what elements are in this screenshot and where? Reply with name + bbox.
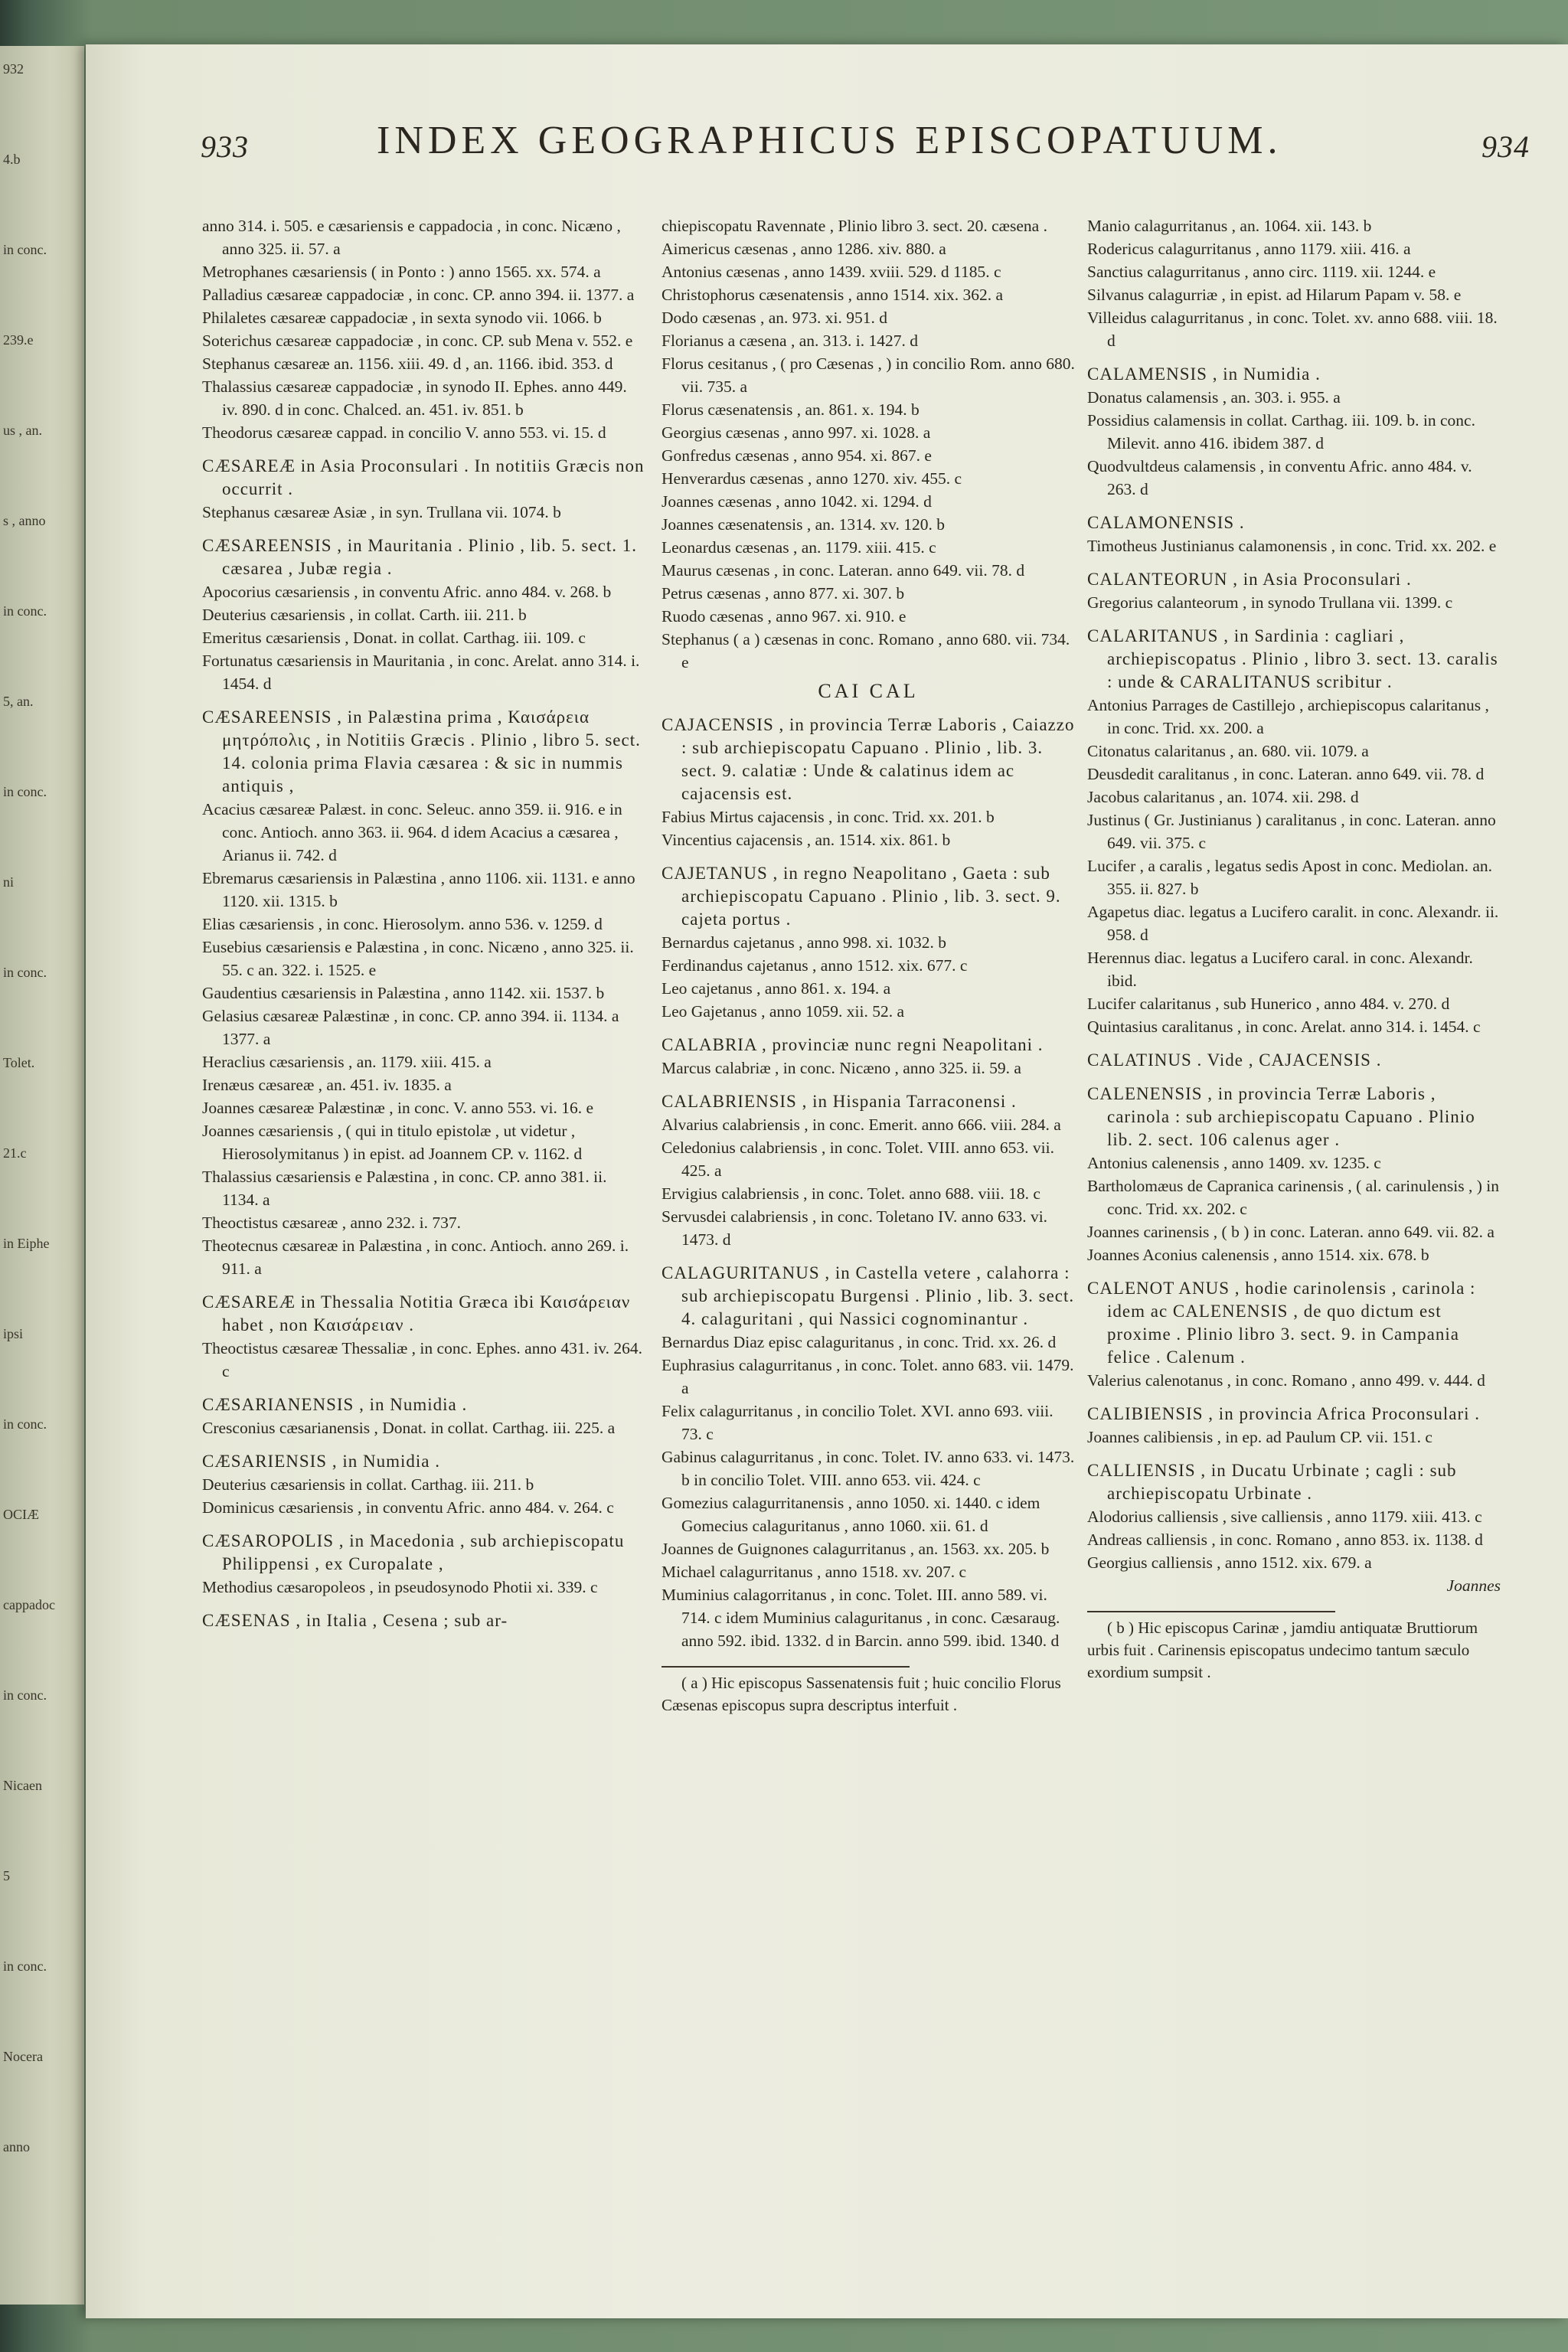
right-page-number: 934 [1481, 129, 1530, 164]
entry-line: Agapetus diac. legatus a Lucifero caralit. in conc. Alexandr. ii. 958. d [1087, 903, 1499, 944]
entry-line: Theotecnus cæsareæ in Palæstina , in conc. Antioch. anno 269. i. 911. a [202, 1236, 629, 1278]
entry-line: Valerius calenotanus , in conc. Romano , anno 499. v. 444. d [1087, 1371, 1485, 1390]
column-3 [1087, 214, 1501, 1684]
entry-line: chiepiscopatu Ravennate , Plinio libro 3. sect. 20. cæsena . [662, 217, 1047, 235]
entry-line: Acacius cæsareæ Palæst. in conc. Seleuc. anno 359. ii. 916. e in conc. Antioch. anno 363. ii. 964. d idem Acacius a cæsarea , Arianus ii. 742. d [202, 800, 622, 864]
entry-heading: CALAMENSIS , in Numidia . [1087, 364, 1321, 384]
entry-line: Timotheus Justinianus calamonensis , in conc. Trid. xx. 202. e [1087, 537, 1497, 555]
previous-page-fragment: cappadoc [3, 1597, 55, 1612]
entry-line: Joannes cæsariensis , ( qui in titulo epistolæ , ut videtur , Hierosolymitanus ) in epist. ad Joannem CP. v. 1162. d [202, 1122, 583, 1163]
page-header [86, 44, 1568, 182]
entry-line: Quodvultdeus calamensis , in conventu Afric. anno 484. v. 263. d [1087, 457, 1472, 498]
entry-line: Stephanus ( a ) cæsenas in conc. Romano , anno 680. vii. 734. e [662, 630, 1070, 671]
entry-line: Stephanus cæsareæ Asiæ , in syn. Trullana vii. 1074. b [202, 503, 561, 521]
column-1 [202, 214, 646, 1632]
entry-heading: CÆSARIENSIS , in Numidia . [202, 1452, 440, 1471]
previous-page-fragment: 932 [3, 61, 24, 77]
previous-page-fragment: in conc. [3, 1958, 47, 1974]
previous-page-fragment: 4.b [3, 152, 21, 167]
entry-line: Bernardus Diaz episc calaguritanus , in conc. Trid. xx. 26. d [662, 1333, 1057, 1351]
entry-line: Fabius Mirtus cajacensis , in conc. Trid. xx. 201. b [662, 808, 995, 826]
entry-line: Soterichus cæsareæ cappadociæ , in conc. CP. sub Mena v. 552. e [202, 332, 633, 350]
entry-line: Alodorius calliensis , sive calliensis , anno 1179. xiii. 413. c [1087, 1508, 1482, 1526]
entry-line: Gonfredus cæsenas , anno 954. xi. 867. e [662, 446, 932, 465]
entry-heading: CÆSENAS , in Italia , Cesena ; sub ar- [202, 1611, 508, 1630]
entry-line: Ruodo cæsenas , anno 967. xi. 910. e [662, 607, 906, 626]
entry-line: Bernardus cajetanus , anno 998. xi. 1032. b [662, 933, 946, 952]
entry-line: Antonius calenensis , anno 1409. xv. 1235. c [1087, 1154, 1381, 1172]
entry-line: Vincentius cajacensis , an. 1514. xix. 861. b [662, 831, 951, 849]
footnote: ( b ) Hic episcopus Carinæ , jamdiu antiquatæ Bruttiorum urbis fuit . Carinensis episcopatus undecimo tantum sæculo exordium sumpsit . [1087, 1619, 1478, 1681]
previous-page-fragment: anno [3, 2139, 30, 2154]
entry-line: anno 314. i. 505. e cæsariensis e cappadocia , in conc. Nicæno , anno 325. ii. 57. a [202, 217, 621, 258]
entry-heading: CALENENSIS , in provincia Terræ Laboris , carinola : sub archiepiscopatu Capuano . Plinio lib. 2. sect. 106 calenus ager . [1087, 1084, 1475, 1149]
previous-page-fragment: OCIÆ [3, 1507, 40, 1522]
entry-heading: CALANTEORUN , in Asia Proconsulari . [1087, 570, 1412, 589]
entry-line: Servusdei calabriensis , in conc. Toletano IV. anno 633. vi. 1473. d [662, 1207, 1048, 1249]
entry-line: Joannes cæsenas , anno 1042. xi. 1294. d [662, 492, 932, 511]
left-page-number: 933 [201, 129, 249, 164]
previous-page-fragment: s , anno [3, 513, 46, 528]
entry-heading: CALARITANUS , in Sardinia : cagliari , archiepiscopatus . Plinio , libro 3. sect. 13. caralis : unde & CARALITANUS scribitur . [1087, 626, 1498, 691]
previous-page-fragment: in conc. [3, 965, 47, 980]
entry-line: Villeidus calagurritanus , in conc. Tolet. xv. anno 688. viii. 18. d [1087, 309, 1498, 350]
entry-line: Jacobus calaritanus , an. 1074. xii. 298. d [1087, 788, 1359, 806]
entry-line: Deusdedit caralitanus , in conc. Lateran. anno 649. vii. 78. d [1087, 765, 1485, 783]
entry-line: Dodo cæsenas , an. 973. xi. 951. d [662, 309, 887, 327]
entry-line: Florianus a cæsena , an. 313. i. 1427. d [662, 332, 918, 350]
entry-line: Apocorius cæsariensis , in conventu Afric. anno 484. v. 268. b [202, 583, 612, 601]
entry-line: Henverardus cæsenas , anno 1270. xiv. 455. c [662, 469, 962, 488]
previous-page-fragment: in conc. [3, 603, 47, 619]
footnote: ( a ) Hic episcopus Sassenatensis fuit ; huic concilio Florus Cæsenas episcopus supra descriptus interfuit . [662, 1674, 1061, 1714]
entry-line: Elias cæsariensis , in conc. Hierosolym. anno 536. v. 1259. d [202, 915, 603, 933]
entry-line: Antonius Parrages de Castillejo , archiepiscopus calaritanus , in conc. Trid. xx. 200. a [1087, 696, 1489, 737]
previous-page-fragment: 5 [3, 1868, 10, 1883]
entry-line: Georgius cæsenas , anno 997. xi. 1028. a [662, 423, 931, 442]
previous-page-fragment: 21.c [3, 1145, 27, 1161]
entry-line: Joannes cæsareæ Palæstinæ , in conc. V. anno 553. vi. 16. e [202, 1099, 593, 1117]
footnote-rule [1087, 1611, 1335, 1612]
entry-line: Fortunatus cæsariensis in Mauritania , in conc. Arelat. anno 314. i. 1454. d [202, 652, 640, 693]
entry-line: Dominicus cæsariensis , in conventu Afric. anno 484. v. 264. c [202, 1498, 614, 1517]
entry-heading: CALLIENSIS , in Ducatu Urbinate ; cagli : sub archiepiscopatu Urbinate . [1087, 1461, 1457, 1503]
entry-line: Bartholomæus de Capranica carinensis , ( al. carinulensis , ) in conc. Trid. xx. 202. c [1087, 1177, 1499, 1218]
previous-page-fragment: Nicaen [3, 1778, 42, 1793]
entry-heading: CALABRIA , provinciæ nunc regni Neapolitani . [662, 1035, 1044, 1054]
entry-line: Citonatus calaritanus , an. 680. vii. 1079. a [1087, 742, 1369, 760]
entry-line: Lucifer calaritanus , sub Hunerico , anno 484. v. 270. d [1087, 995, 1450, 1013]
entry-heading: CAJETANUS , in regno Neapolitano , Gaeta : sub archiepiscopatu Capuano . Plinio , lib. 3. sect. 9. cajeta portus . [662, 864, 1061, 929]
previous-page-fragment: Tolet. [3, 1055, 35, 1070]
entry-heading: CALABRIENSIS , in Hispania Tarraconensi . [662, 1092, 1017, 1111]
entry-line: Leo cajetanus , anno 861. x. 194. a [662, 979, 891, 998]
entry-heading: CALATINUS . Vide , CAJACENSIS . [1087, 1050, 1382, 1070]
entry-line: Petrus cæsenas , anno 877. xi. 307. b [662, 584, 905, 603]
entry-line: Thalassius cæsariensis e Palæstina , in conc. CP. anno 381. ii. 1134. a [202, 1168, 607, 1209]
previous-page-fragment: in conc. [3, 1416, 47, 1432]
entry-line: Ervigius calabriensis , in conc. Tolet. anno 688. viii. 18. c [662, 1184, 1040, 1203]
entry-line: Metrophanes cæsariensis ( in Ponto : ) anno 1565. xx. 574. a [202, 263, 601, 281]
entry-line: Antonius cæsenas , anno 1439. xviii. 529. d 1185. c [662, 263, 1001, 281]
column-2 [662, 214, 1075, 1717]
previous-page-fragment: 5, an. [3, 694, 34, 709]
entry-heading: CÆSAREENSIS , in Palæstina prima , Καισάρεια μητρόπολις , in Notitiis Græcis . Plinio , libro 5. sect. 14. colonia prima Flavia cæsarea : & sic in nummis antiquis , [202, 707, 641, 795]
entry-line: Theodorus cæsareæ cappad. in concilio V. anno 553. vi. 15. d [202, 423, 606, 442]
footnote-rule [662, 1666, 910, 1668]
entry-line: Thalassius cæsareæ cappadociæ , in synodo II. Ephes. anno 449. iv. 890. d in conc. Chalced. an. 451. iv. 851. b [202, 377, 627, 419]
entry-line: Theoctistus cæsareæ , anno 232. i. 737. [202, 1214, 461, 1232]
entry-line: Joannes de Guignones calagurritanus , an. 1563. xx. 205. b [662, 1540, 1050, 1558]
entry-heading: CÆSAREENSIS , in Mauritania . Plinio , lib. 5. sect. 1. cæsarea , Jubæ regia . [202, 536, 638, 578]
entry-line: Lucifer , a caralis , legatus sedis Apost in conc. Mediolan. an. 355. ii. 827. b [1087, 857, 1492, 898]
previous-page-fragment: in Eiphe [3, 1236, 50, 1251]
entry-line: Gregorius calanteorum , in synodo Trullana vii. 1399. c [1087, 593, 1453, 612]
entry-line: Deuterius cæsariensis , in collat. Carth. iii. 211. b [202, 606, 527, 624]
previous-page-fragment: us , an. [3, 423, 42, 438]
page-title: INDEX GEOGRAPHICUS EPISCOPATUUM. [377, 119, 1282, 162]
entry-line: Donatus calamensis , an. 303. i. 955. a [1087, 388, 1341, 407]
previous-page-fragment: 239.e [3, 332, 34, 348]
entry-line: Philaletes cæsareæ cappadociæ , in sexta synodo vii. 1066. b [202, 309, 602, 327]
entry-line: Joannes calibiensis , in ep. ad Paulum CP. vii. 151. c [1087, 1428, 1432, 1446]
entry-line: Eusebius cæsariensis e Palæstina , in conc. Nicæno , anno 325. ii. 55. c an. 322. i. 1525. e [202, 938, 634, 979]
entry-heading: CÆSARIANENSIS , in Numidia . [202, 1395, 468, 1414]
entry-line: Joannes carinensis , ( b ) in conc. Lateran. anno 649. vii. 82. a [1087, 1223, 1494, 1241]
entry-line: Quintasius caralitanus , in conc. Arelat. anno 314. i. 1454. c [1087, 1018, 1481, 1036]
entry-heading: CALENOT ANUS , hodie carinolensis , carinola : idem ac CALENENSIS , de quo dictum est proxime . Plinio libro 3. sect. 9. in Campania felice . Calenum . [1087, 1279, 1476, 1367]
entry-line: Silvanus calagurriæ , in epist. ad Hilarum Papam v. 58. e [1087, 286, 1462, 304]
entry-line: Ebremarus cæsariensis in Palæstina , anno 1106. xii. 1131. e anno 1120. xii. 1315. b [202, 869, 635, 910]
entry-heading: CÆSAREÆ in Asia Proconsulari . In notitiis Græcis non occurrit . [202, 456, 645, 498]
entry-line: Gaudentius cæsariensis in Palæstina , anno 1142. xii. 1537. b [202, 984, 605, 1002]
entry-heading: CÆSAREÆ in Thessalia Notitia Græca ibi Καισάρειαν habet , non Καισάρειαν . [202, 1292, 631, 1334]
entry-line: Celedonius calabriensis , in conc. Tolet. VIII. anno 653. vii. 425. a [662, 1138, 1054, 1180]
book-page [86, 44, 1568, 2318]
entry-line: Marcus calabriæ , in conc. Nicæno , anno 325. ii. 59. a [662, 1059, 1021, 1077]
entry-line: Cresconius cæsarianensis , Donat. in collat. Carthag. iii. 225. a [202, 1419, 616, 1437]
previous-page-fragment: in conc. [3, 1687, 47, 1703]
previous-page-fragment: in conc. [3, 784, 47, 799]
entry-line: Michael calagurritanus , anno 1518. xv. 207. c [662, 1563, 967, 1581]
entry-line: Florus cesitanus , ( pro Cæsenas , ) in concilio Rom. anno 680. vii. 735. a [662, 354, 1075, 396]
entry-line: Muminius calagorritanus , in conc. Tolet. III. anno 589. vi. 714. c idem Muminius calaguritanus , in conc. Cæsaraug. anno 592. ibid. 1332. d in Barcin. anno 599. ibid. 1340. d [662, 1586, 1060, 1650]
entry-line: Leo Gajetanus , anno 1059. xii. 52. a [662, 1002, 905, 1021]
entry-line: Gomezius calagurritanensis , anno 1050. xi. 1440. c idem Gomecius calaguritanus , anno 1060. xii. 61. d [662, 1494, 1040, 1535]
entry-line: Joannes cæsenatensis , an. 1314. xv. 120. b [662, 515, 946, 534]
entry-line: Gabinus calagurritanus , in conc. Tolet. IV. anno 633. vi. 1473. b in concilio Tolet. VIII. anno 653. vii. 424. c [662, 1448, 1075, 1489]
entry-heading: CAJACENSIS , in provincia Terræ Laboris , Caiazzo : sub archiepiscopatu Capuano . Plinio , lib. 3. sect. 9. calatiæ : Unde & calatinus idem ac cajacensis est. [662, 715, 1075, 803]
entry-line: Justinus ( Gr. Justinianus ) caralitanus , in conc. Lateran. anno 649. vii. 375. c [1087, 811, 1496, 852]
previous-page-fragment: Nocera [3, 2049, 43, 2064]
entry-heading: CALIBIENSIS , in provincia Africa Proconsulari . [1087, 1404, 1481, 1423]
previous-page-fragment: in conc. [3, 242, 47, 257]
previous-page-fragment: ipsi [3, 1326, 24, 1341]
entry-line: Ferdinandus cajetanus , anno 1512. xix. 677. c [662, 956, 968, 975]
entry-line: Methodius cæsaropoleos , in pseudosynodo Photii xi. 339. c [202, 1578, 598, 1596]
entry-line: Emeritus cæsariensis , Donat. in collat. Carthag. iii. 109. c [202, 629, 586, 647]
entry-heading: CALAMONENSIS . [1087, 513, 1245, 532]
entry-line: Palladius cæsareæ cappadociæ , in conc. CP. anno 394. ii. 1377. a [202, 286, 635, 304]
entry-line: Andreas calliensis , in conc. Romano , anno 853. ix. 1138. d [1087, 1530, 1483, 1549]
entry-line: Aimericus cæsenas , anno 1286. xiv. 880. a [662, 240, 946, 258]
entry-line: Georgius calliensis , anno 1512. xix. 679. a [1087, 1553, 1372, 1572]
entry-line: Possidius calamensis in collat. Carthag. iii. 109. b. in conc. Milevit. anno 416. ibidem 387. d [1087, 411, 1475, 452]
catchword: Joannes [1446, 1576, 1501, 1595]
entry-line: Deuterius cæsariensis in collat. Carthag. iii. 211. b [202, 1475, 534, 1494]
entry-line: Rodericus calagurritanus , anno 1179. xiii. 416. a [1087, 240, 1411, 258]
entry-line: Theoctistus cæsareæ Thessaliæ , in conc. Ephes. anno 431. iv. 264. c [202, 1339, 643, 1380]
previous-page-fragment: ni [3, 874, 15, 890]
entry-line: Sanctius calagurritanus , anno circ. 1119. xii. 1244. e [1087, 263, 1436, 281]
entry-heading: CÆSAROPOLIS , in Macedonia , sub archiepiscopatu Philippensi , ex Curopalate , [202, 1531, 625, 1573]
entry-line: Maurus cæsenas , in conc. Lateran. anno 649. vii. 78. d [662, 561, 1025, 580]
entry-heading: CALAGURITANUS , in Castella vetere , calahorra : sub archiepiscopatu Burgensi . Plinio , lib. 3. sect. 4. calaguritani , qui Nassici cognominantur . [662, 1263, 1075, 1328]
entry-line: Gelasius cæsareæ Palæstinæ , in conc. CP. anno 394. ii. 1134. a 1377. a [202, 1007, 619, 1048]
entry-line: Florus cæsenatensis , an. 861. x. 194. b [662, 400, 920, 419]
entry-line: Felix calagurritanus , in concilio Tolet. XVI. anno 693. viii. 73. c [662, 1402, 1054, 1443]
previous-page-edge [0, 46, 84, 2305]
entry-line: Herennus diac. legatus a Lucifero caral. in conc. Alexandr. ibid. [1087, 949, 1473, 990]
entry-line: Stephanus cæsareæ an. 1156. xiii. 49. d , an. 1166. ibid. 353. d [202, 354, 613, 373]
entry-line: Joannes Aconius calenensis , anno 1514. xix. 678. b [1087, 1246, 1429, 1264]
section-divider: CAI CAL [818, 680, 919, 702]
entry-line: Irenæus cæsareæ , an. 451. iv. 1835. a [202, 1076, 452, 1094]
entry-line: Euphrasius calagurritanus , in conc. Tolet. anno 683. vii. 1479. a [662, 1356, 1074, 1397]
entry-line: Leonardus cæsenas , an. 1179. xiii. 415. c [662, 538, 936, 557]
entry-line: Manio calagurritanus , an. 1064. xii. 143. b [1087, 217, 1372, 235]
entry-line: Alvarius calabriensis , in conc. Emerit. anno 666. viii. 284. a [662, 1116, 1061, 1134]
entry-line: Heraclius cæsariensis , an. 1179. xiii. 415. a [202, 1053, 492, 1071]
entry-line: Christophorus cæsenatensis , anno 1514. xix. 362. a [662, 286, 1004, 304]
